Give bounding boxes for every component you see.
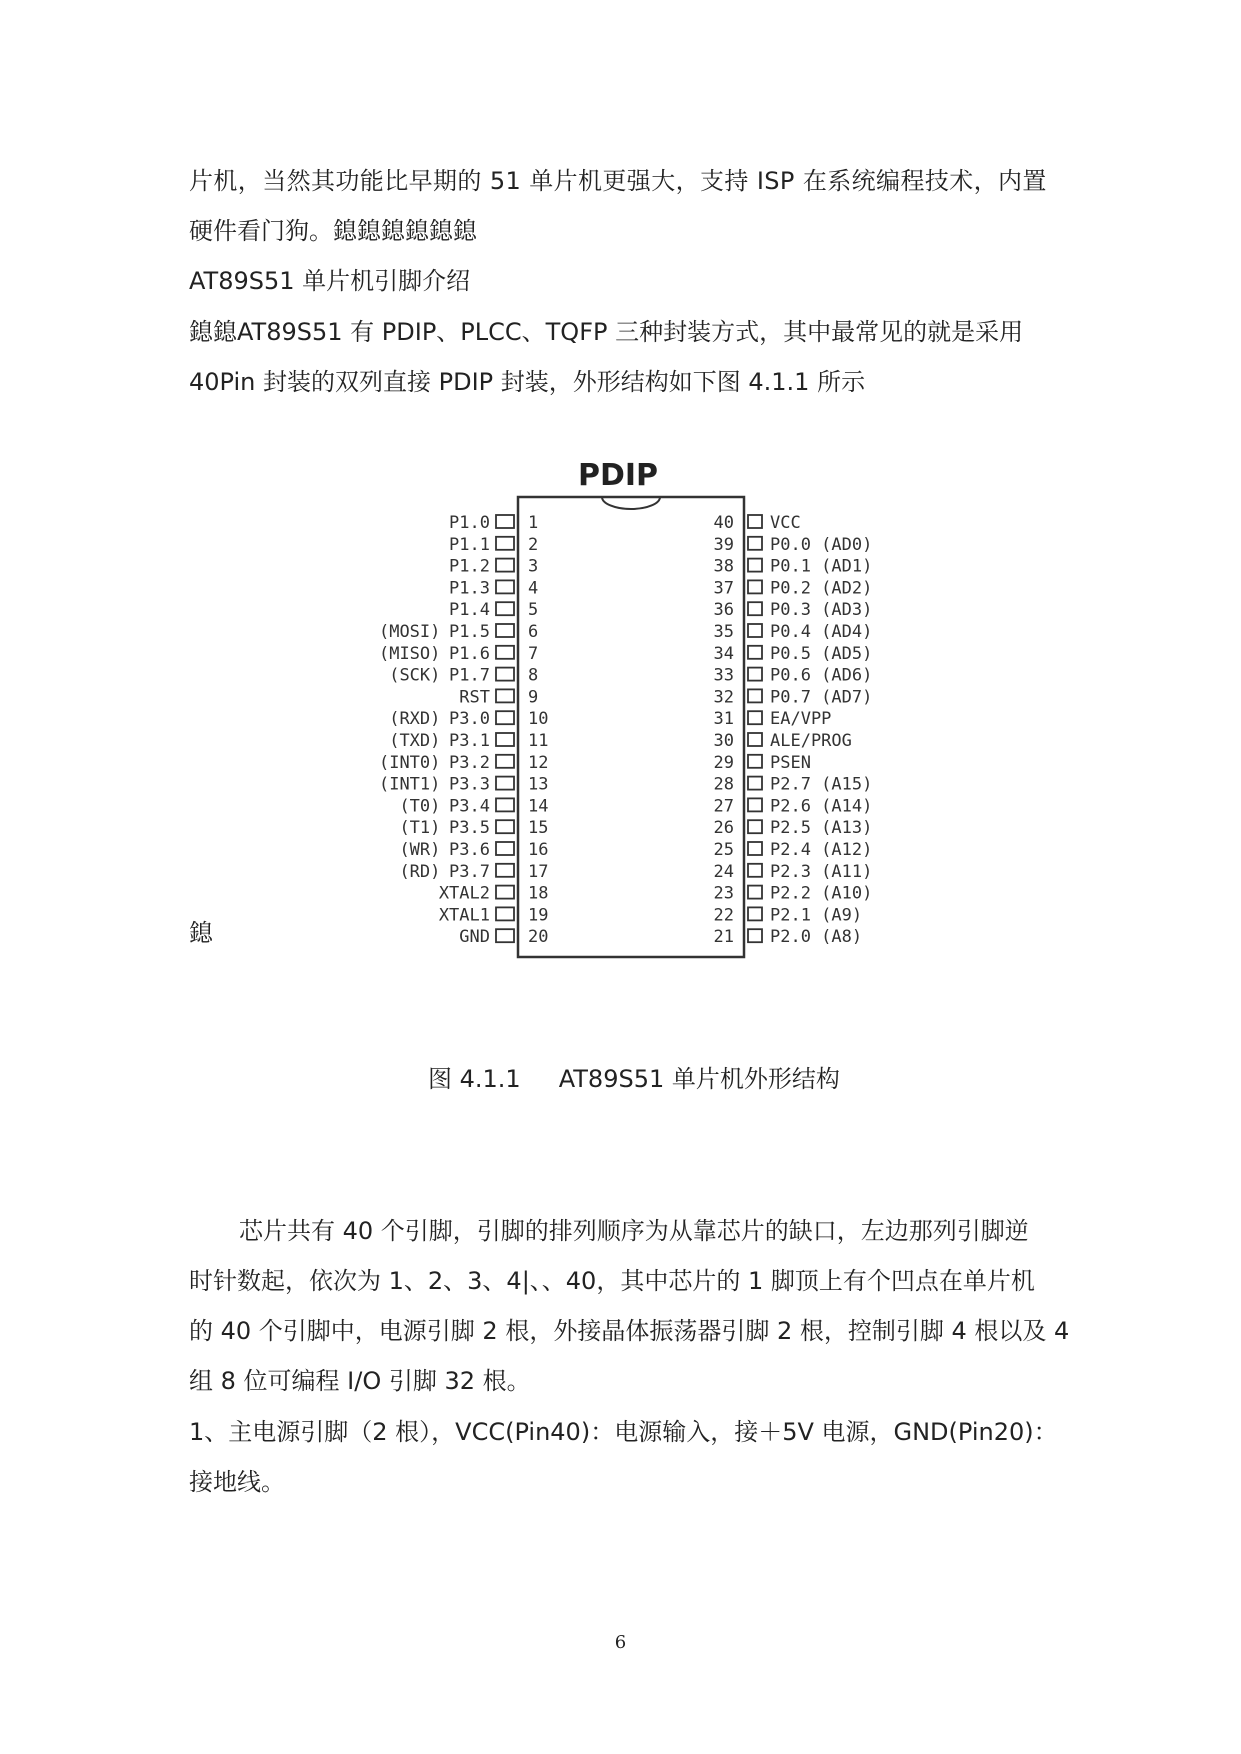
- right-pin-23: [714, 884, 873, 904]
- pin-number: 25: [713, 840, 734, 860]
- pin-pad: [496, 602, 514, 615]
- pin-number: 32: [713, 687, 734, 708]
- pin-label: P2.7 (A15): [770, 774, 873, 795]
- pin-number: 29: [713, 752, 734, 773]
- pin-label: PSEN: [770, 752, 811, 773]
- pin-name: P1.1: [449, 534, 490, 555]
- pin-number: 15: [528, 818, 549, 839]
- pin-alt-function: (T0): [399, 796, 441, 817]
- left-pin-3: [449, 557, 538, 577]
- pin-label: P2.2 (A10): [770, 883, 873, 904]
- intro-line-1: 片机，当然其功能比早期的 51 单片机更强大，支持 ISP 在系统编程技术，内置: [189, 167, 1047, 195]
- pin-pad: [748, 580, 762, 593]
- left-pin-17: [399, 862, 548, 882]
- pin-number: 17: [528, 861, 549, 882]
- chip-body: [518, 497, 744, 957]
- pin-label: P2.0 (A8): [770, 927, 863, 948]
- pin-alt-function: (MISO): [378, 643, 441, 664]
- left-pin-16: [399, 840, 548, 860]
- pin-number: 5: [528, 600, 539, 621]
- pin-alt-function: (TXD): [389, 731, 441, 751]
- pin-pad: [496, 668, 514, 681]
- pin-label: ALE/PROG: [770, 731, 852, 751]
- left-pin-15: [399, 818, 548, 838]
- pin-name: P1.2: [449, 556, 490, 577]
- pin-name: P1.0: [449, 513, 490, 533]
- right-pin-40: [714, 513, 801, 533]
- left-pin-7: [379, 644, 538, 664]
- pin-number: 4: [528, 578, 539, 599]
- left-pin-20: [459, 927, 548, 947]
- left-pin-14: [399, 796, 548, 816]
- left-pin-6: [379, 622, 538, 642]
- pin-number: 19: [528, 905, 549, 926]
- pin-name: P1.7: [449, 665, 490, 686]
- left-pin-10: [389, 709, 548, 729]
- pin-alt-function: (WR): [399, 840, 441, 860]
- pin-name: GND: [459, 927, 490, 948]
- pin-number: 16: [528, 840, 549, 860]
- pin-number: 11: [528, 731, 549, 751]
- body-line-4: 组 8 位可编程 I/O 引脚 32 根。: [189, 1367, 531, 1395]
- left-pin-19: [439, 905, 549, 925]
- right-pin-29: [714, 753, 811, 773]
- right-pin-28: [714, 775, 873, 795]
- pin-pad: [748, 907, 762, 920]
- right-pin-22: [714, 905, 863, 925]
- left-pin-1: [449, 513, 538, 533]
- pin-pad: [748, 689, 762, 702]
- pin-label: VCC: [770, 513, 801, 533]
- pin-pad: [496, 842, 514, 855]
- pin-pad: [496, 777, 514, 790]
- pin-number: 34: [713, 643, 734, 664]
- right-pin-25: [714, 840, 873, 860]
- pin-name: P1.4: [449, 600, 490, 621]
- pin-number: 12: [528, 752, 549, 773]
- pin-number: 9: [528, 687, 539, 708]
- pin-number: 33: [713, 665, 734, 686]
- pin-number: 37: [713, 578, 734, 599]
- pin-pad: [496, 755, 514, 768]
- pin-number: 20: [528, 927, 549, 948]
- right-pin-27: [714, 796, 873, 816]
- pin-pad: [748, 515, 762, 528]
- figure-caption: [428, 1064, 840, 1094]
- pin-name: P1.6: [449, 643, 490, 664]
- right-pin-26: [714, 818, 873, 838]
- pin-pad: [496, 646, 514, 659]
- pin-number: 10: [528, 709, 549, 730]
- pin-pad: [496, 515, 514, 528]
- pin-alt-function: (MOSI): [378, 622, 441, 642]
- pin-name: RST: [459, 687, 490, 708]
- pin-name: P3.1: [449, 731, 490, 751]
- pin-name: XTAL1: [438, 905, 490, 926]
- pin-label: P0.2 (AD2): [770, 578, 873, 599]
- pin-alt-function: (T1): [399, 818, 441, 839]
- pin-number: 40: [713, 513, 734, 533]
- pin-pad: [496, 559, 514, 572]
- pin-alt-function: (RD): [399, 861, 441, 882]
- pin-name: P1.5: [449, 622, 490, 642]
- pin-pad: [748, 624, 762, 637]
- pin-number: 30: [713, 731, 734, 751]
- pin-pad: [496, 537, 514, 550]
- pin-name: P3.0: [449, 709, 490, 730]
- pin-number: 3: [528, 556, 539, 577]
- package-label: PDIP: [577, 458, 659, 493]
- pin-number: 13: [528, 774, 549, 795]
- pin-pad: [748, 864, 762, 877]
- pin-name: P3.5: [449, 818, 490, 839]
- pin-pad: [748, 733, 762, 746]
- pin-label: P0.6 (AD6): [770, 665, 873, 686]
- right-pin-33: [714, 666, 873, 686]
- right-pin-31: [714, 709, 832, 729]
- pin-label: P2.5 (A13): [770, 818, 873, 839]
- pin-pad: [748, 886, 762, 899]
- pin-alt-function: (INT1): [378, 774, 441, 795]
- right-pin-32: [714, 687, 873, 707]
- pin-label: P0.1 (AD1): [770, 556, 873, 577]
- right-pin-30: [714, 731, 852, 751]
- pin-pad: [748, 820, 762, 833]
- pin-number: 1: [528, 513, 539, 533]
- pin-number: 14: [528, 796, 549, 817]
- left-pin-2: [449, 535, 538, 555]
- right-pin-35: [714, 622, 873, 642]
- pin-number: 2: [528, 534, 539, 555]
- pin-number: 23: [713, 883, 734, 904]
- pin-label: EA/VPP: [770, 709, 832, 730]
- left-pin-12: [379, 753, 549, 773]
- left-pin-13: [379, 775, 549, 795]
- pin-pad: [748, 777, 762, 790]
- pin-label: P0.4 (AD4): [770, 622, 873, 642]
- right-pin-38: [714, 557, 873, 577]
- pin-number: 31: [713, 709, 734, 730]
- pin-number: 27: [713, 796, 734, 817]
- pin-pad: [496, 820, 514, 833]
- pin-pad: [496, 907, 514, 920]
- intro-line-2: 硬件看门狗。鎴鎴鎴鎴鎴鎴: [189, 217, 477, 245]
- pin-pad: [496, 929, 514, 942]
- pin-number: 38: [713, 556, 734, 577]
- pin-name: XTAL2: [438, 883, 490, 904]
- pin-number: 24: [713, 861, 734, 882]
- pin-pad: [748, 711, 762, 724]
- left-pin-9: [459, 687, 538, 707]
- pin-alt-function: (INT0): [378, 752, 441, 773]
- right-pin-37: [714, 578, 873, 598]
- pin-pad: [496, 580, 514, 593]
- pin-pad: [748, 842, 762, 855]
- right-pin-39: [714, 535, 873, 555]
- pin-pad: [748, 559, 762, 572]
- body-line-6: 接地线。: [189, 1468, 285, 1496]
- pin-pad: [496, 624, 514, 637]
- pin-name: P3.6: [449, 840, 490, 860]
- pin-pad: [748, 602, 762, 615]
- pin-pad: [496, 798, 514, 811]
- pin-alt-function: (SCK): [389, 665, 441, 686]
- body-line-5: 1、主电源引脚（2 根），VCC(Pin40)：电源输入，接＋5V 电源，GND(Pin20)：: [189, 1418, 1058, 1446]
- pin-name: P3.3: [449, 774, 490, 795]
- intro-line-5: 40Pin 封装的双列直接 PDIP 封装，外形结构如下图 4.1.1 所示: [189, 368, 866, 396]
- left-pin-11: [389, 731, 548, 751]
- pin-number: 18: [528, 883, 549, 904]
- right-pin-36: [714, 600, 873, 620]
- pin-alt-function: (RXD): [389, 709, 441, 730]
- pin-label: P2.6 (A14): [770, 796, 873, 817]
- section-heading: AT89S51 单片机引脚介绍: [189, 267, 471, 295]
- page-number: 6: [614, 1632, 627, 1653]
- right-pin-21: [714, 927, 863, 947]
- pin-pad: [748, 929, 762, 942]
- caption-number: 图 4.1.1: [428, 1065, 521, 1093]
- left-pin-5: [449, 600, 538, 620]
- pin-pad: [496, 733, 514, 746]
- pin-number: 36: [713, 600, 734, 621]
- pin-number: 28: [713, 774, 734, 795]
- chip-notch: [602, 497, 660, 509]
- caption-text: AT89S51 单片机外形结构: [558, 1065, 840, 1093]
- stray-glyph: 鎴: [189, 919, 213, 947]
- pin-pad: [748, 537, 762, 550]
- pin-number: 21: [713, 927, 734, 948]
- pin-pad: [748, 798, 762, 811]
- pin-label: P0.3 (AD3): [770, 600, 873, 621]
- pin-pad: [748, 646, 762, 659]
- pdip-pinout-diagram: [300, 455, 980, 975]
- pin-number: 22: [713, 905, 734, 926]
- pin-label: P0.5 (AD5): [770, 643, 873, 664]
- pin-number: 8: [528, 665, 539, 686]
- pin-label: P0.0 (AD0): [770, 534, 873, 555]
- left-pin-18: [439, 884, 549, 904]
- pin-number: 39: [713, 534, 734, 555]
- body-line-3: 的 40 个引脚中，电源引脚 2 根，外接晶体振荡器引脚 2 根，控制引脚 4 根以及 4: [189, 1317, 1070, 1345]
- pin-name: P3.4: [449, 796, 490, 817]
- pin-label: P2.3 (A11): [770, 861, 873, 882]
- pin-pad: [496, 689, 514, 702]
- pin-label: P2.1 (A9): [770, 905, 863, 926]
- pin-pad: [748, 755, 762, 768]
- body-line-1: 芯片共有 40 个引脚，引脚的排列顺序为从靠芯片的缺口，左边那列引脚逆: [239, 1217, 1029, 1245]
- pin-pad: [496, 886, 514, 899]
- pin-number: 7: [528, 643, 539, 664]
- pin-name: P1.3: [449, 578, 490, 599]
- right-pin-24: [714, 862, 873, 882]
- pin-pad: [748, 668, 762, 681]
- right-pin-34: [714, 644, 873, 664]
- pin-name: P3.2: [449, 752, 490, 773]
- pin-name: P3.7: [449, 861, 490, 882]
- intro-line-4: 鎴鎴AT89S51 有 PDIP、PLCC、TQFP 三种封装方式，其中最常见的就是采用: [189, 318, 1024, 346]
- pin-pad: [496, 864, 514, 877]
- pin-number: 35: [713, 622, 734, 642]
- pin-number: 6: [528, 622, 539, 642]
- left-pin-4: [449, 578, 538, 598]
- pin-label: P2.4 (A12): [770, 840, 873, 860]
- left-pin-8: [389, 666, 538, 686]
- pin-number: 26: [713, 818, 734, 839]
- pin-label: P0.7 (AD7): [770, 687, 873, 708]
- body-line-2: 时针数起，依次为 1、2、3、4|、、40，其中芯片的 1 脚顶上有个凹点在单片机: [189, 1267, 1035, 1295]
- pin-pad: [496, 711, 514, 724]
